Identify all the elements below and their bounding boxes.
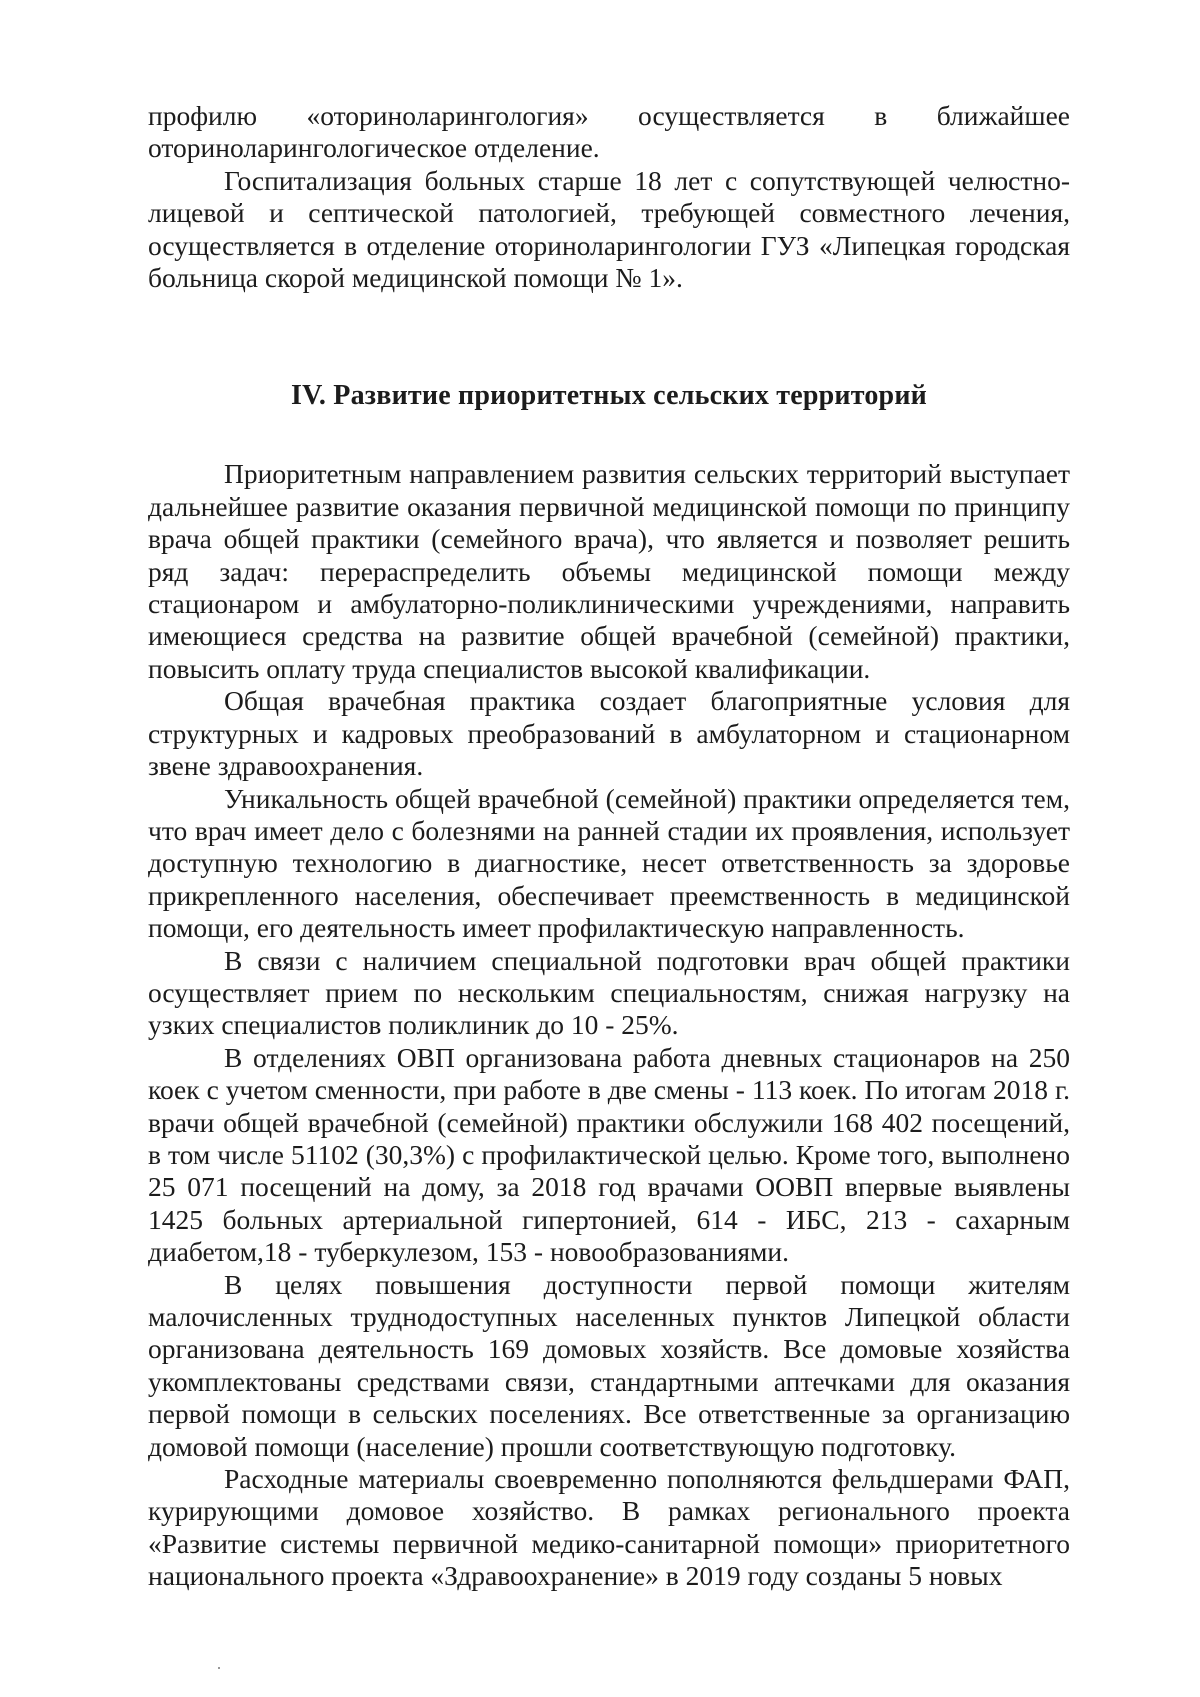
paragraph-specialties: В связи с наличием специальной подготовки врач общей практики осуществляет прием по нескольким специальностям, снижая нагрузку на узких специалистов поликлиник до 10 - 25%. [148, 944, 1070, 1041]
paragraph-general-practice: Общая врачебная практика создает благоприятные условия для структурных и кадровых преобразований в амбулаторном и стационарном звене здравоохранения. [148, 685, 1070, 782]
heading-spacer [148, 414, 1070, 458]
paragraph-hospitalization: Госпитализация больных старше 18 лет с сопутствующей челюстно-лицевой и септической патологией, требующей совместного лечения, осуществляется в отделение оториноларингологии ГУЗ «Липецкая городская больница скорой медицинской помощи № 1». [148, 164, 1070, 294]
paragraph-day-hospitals: В отделениях ОВП организована работа дневных стационаров на 250 коек с учетом сменности, при работе в две смены - 113 коек. По итогам 2018 г. врачи общей врачебной (семейной) практики обслужили 168 402 посещений, в том числе 51102 (30,3%) с профилактической целью. Кроме того, выполнено 25 071 посещений на дому, за 2018 год врачами ООВП впервые выявлены 1425 больных артериальной гипертонией, 614 - ИБС, 213 - сахарным диабетом,18 - туберкулезом, 153 - новообразованиями. [148, 1041, 1070, 1268]
paragraph-priority-direction: Приоритетным направлением развития сельских территорий выступает дальнейшее развитие оказания первичной медицинской помощи по принципу врача общей практики (семейного врача), что является и позволяет решить ряд задач: перераспределить объемы медицинской помощи между стационаром и амбулаторно-поликлиническими учреждениями, направить имеющиеся средства на развитие общей врачебной (семейной) практики, повысить оплату труда специалистов высокой квалификации. [148, 458, 1070, 684]
paragraph-supplies: Расходные материалы своевременно пополняются фельдшерами ФАП, курирующими домовое хозяйство. В рамках регионального проекта «Развитие системы первичной медико-санитарной помощи» приоритетного национального проекта «Здравоохранение» в 2019 году созданы 5 новых [148, 1463, 1070, 1592]
section-spacer [148, 294, 1070, 378]
paragraph-continued: профилю «оториноларингология» осуществляется в ближайшее оториноларингологическое отделение. [148, 100, 1070, 164]
document-page [148, 100, 1070, 1593]
paragraph-uniqueness: Уникальность общей врачебной (семейной) практики определяется тем, что врач имеет дело с болезнями на ранней стадии их проявления, использует доступную технологию в диагностике, несет ответственность за здоровье прикрепленного населения, обеспечивает преемственность в медицинской помощи, его деятельность имеет профилактическую направленность. [148, 782, 1070, 944]
paragraph-household-care: В целях повышения доступности первой помощи жителям малочисленных труднодоступных населенных пунктов Липецкой области организована деятельность 169 домовых хозяйств. Все домовые хозяйства укомплектованы средствами связи, стандартными аптечками для оказания первой помощи в сельских поселениях. Все ответственные за организацию домовой помощи (население) прошли соответствующую подготовку. [148, 1268, 1070, 1462]
section-heading: IV. Развитие приоритетных сельских территорий [291, 380, 927, 412]
scan-artifact-dot [218, 1667, 220, 1669]
